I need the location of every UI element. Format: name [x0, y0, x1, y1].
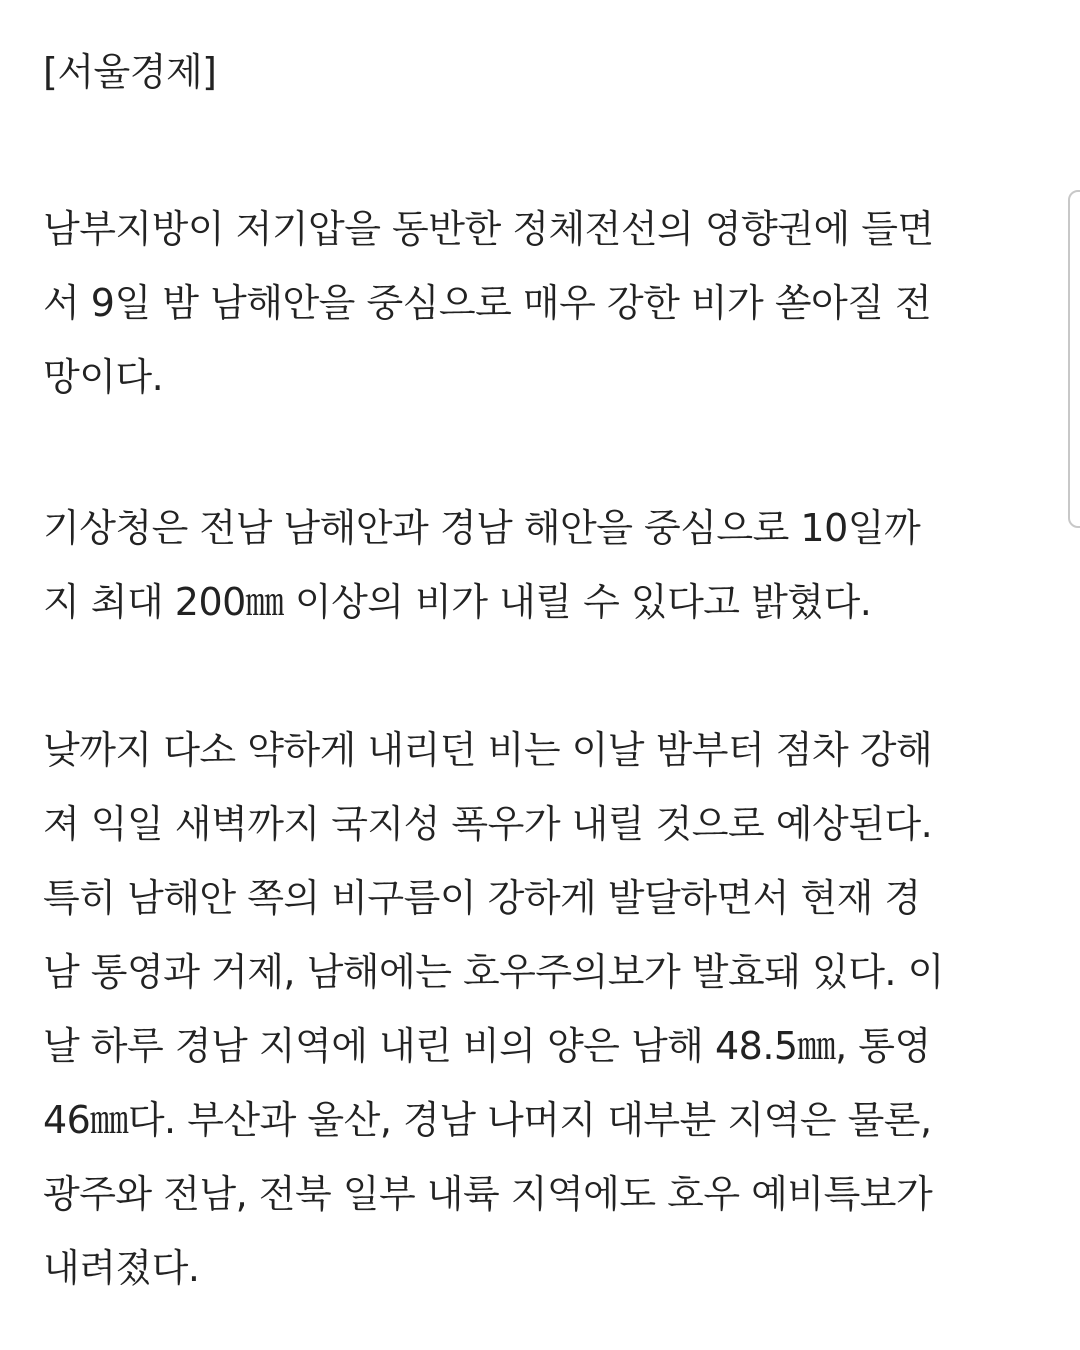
paragraph-line: 특히 남해안 쪽의 비구름이 강하게 발달하면서 현재 경 — [43, 876, 921, 920]
scroll-handle[interactable] — [1068, 190, 1080, 528]
paragraph-line: 날 하루 경남 지역에 내린 비의 양은 남해 48.5㎜, 통영 — [43, 1024, 931, 1068]
paragraph-line: 져 익일 새벽까지 국지성 폭우가 내릴 것으로 예상된다. — [43, 802, 933, 846]
paragraph-line: 서 9일 밤 남해안을 중심으로 매우 강한 비가 쏟아질 전 — [43, 281, 932, 325]
paragraph-line: 내려졌다. — [43, 1246, 200, 1290]
paragraph-3 — [43, 713, 1043, 1305]
paragraph-line: 망이다. — [43, 355, 164, 399]
paragraph-line: 남부지방이 저기압을 동반한 정체전선의 영향권에 들면 — [43, 207, 934, 251]
paragraph-line: 광주와 전남, 전북 일부 내륙 지역에도 호우 예비특보가 — [43, 1172, 933, 1216]
paragraph-line: 지 최대 200㎜ 이상의 비가 내릴 수 있다고 밝혔다. — [43, 580, 872, 624]
paragraph-line: 남 통영과 거제, 남해에는 호우주의보가 발효돼 있다. 이 — [43, 950, 944, 994]
paragraph-line: 낮까지 다소 약하게 내리던 비는 이날 밤부터 점차 강해 — [43, 728, 933, 772]
paragraph-line: 기상청은 전남 남해안과 경남 해안을 중심으로 10일까 — [43, 506, 921, 550]
news-source-label: [서울경제] — [43, 50, 217, 94]
paragraph-2 — [43, 491, 1043, 639]
paragraph-line: 46㎜다. 부산과 울산, 경남 나머지 대부분 지역은 물론, — [43, 1098, 932, 1142]
paragraph-1 — [43, 192, 1043, 414]
